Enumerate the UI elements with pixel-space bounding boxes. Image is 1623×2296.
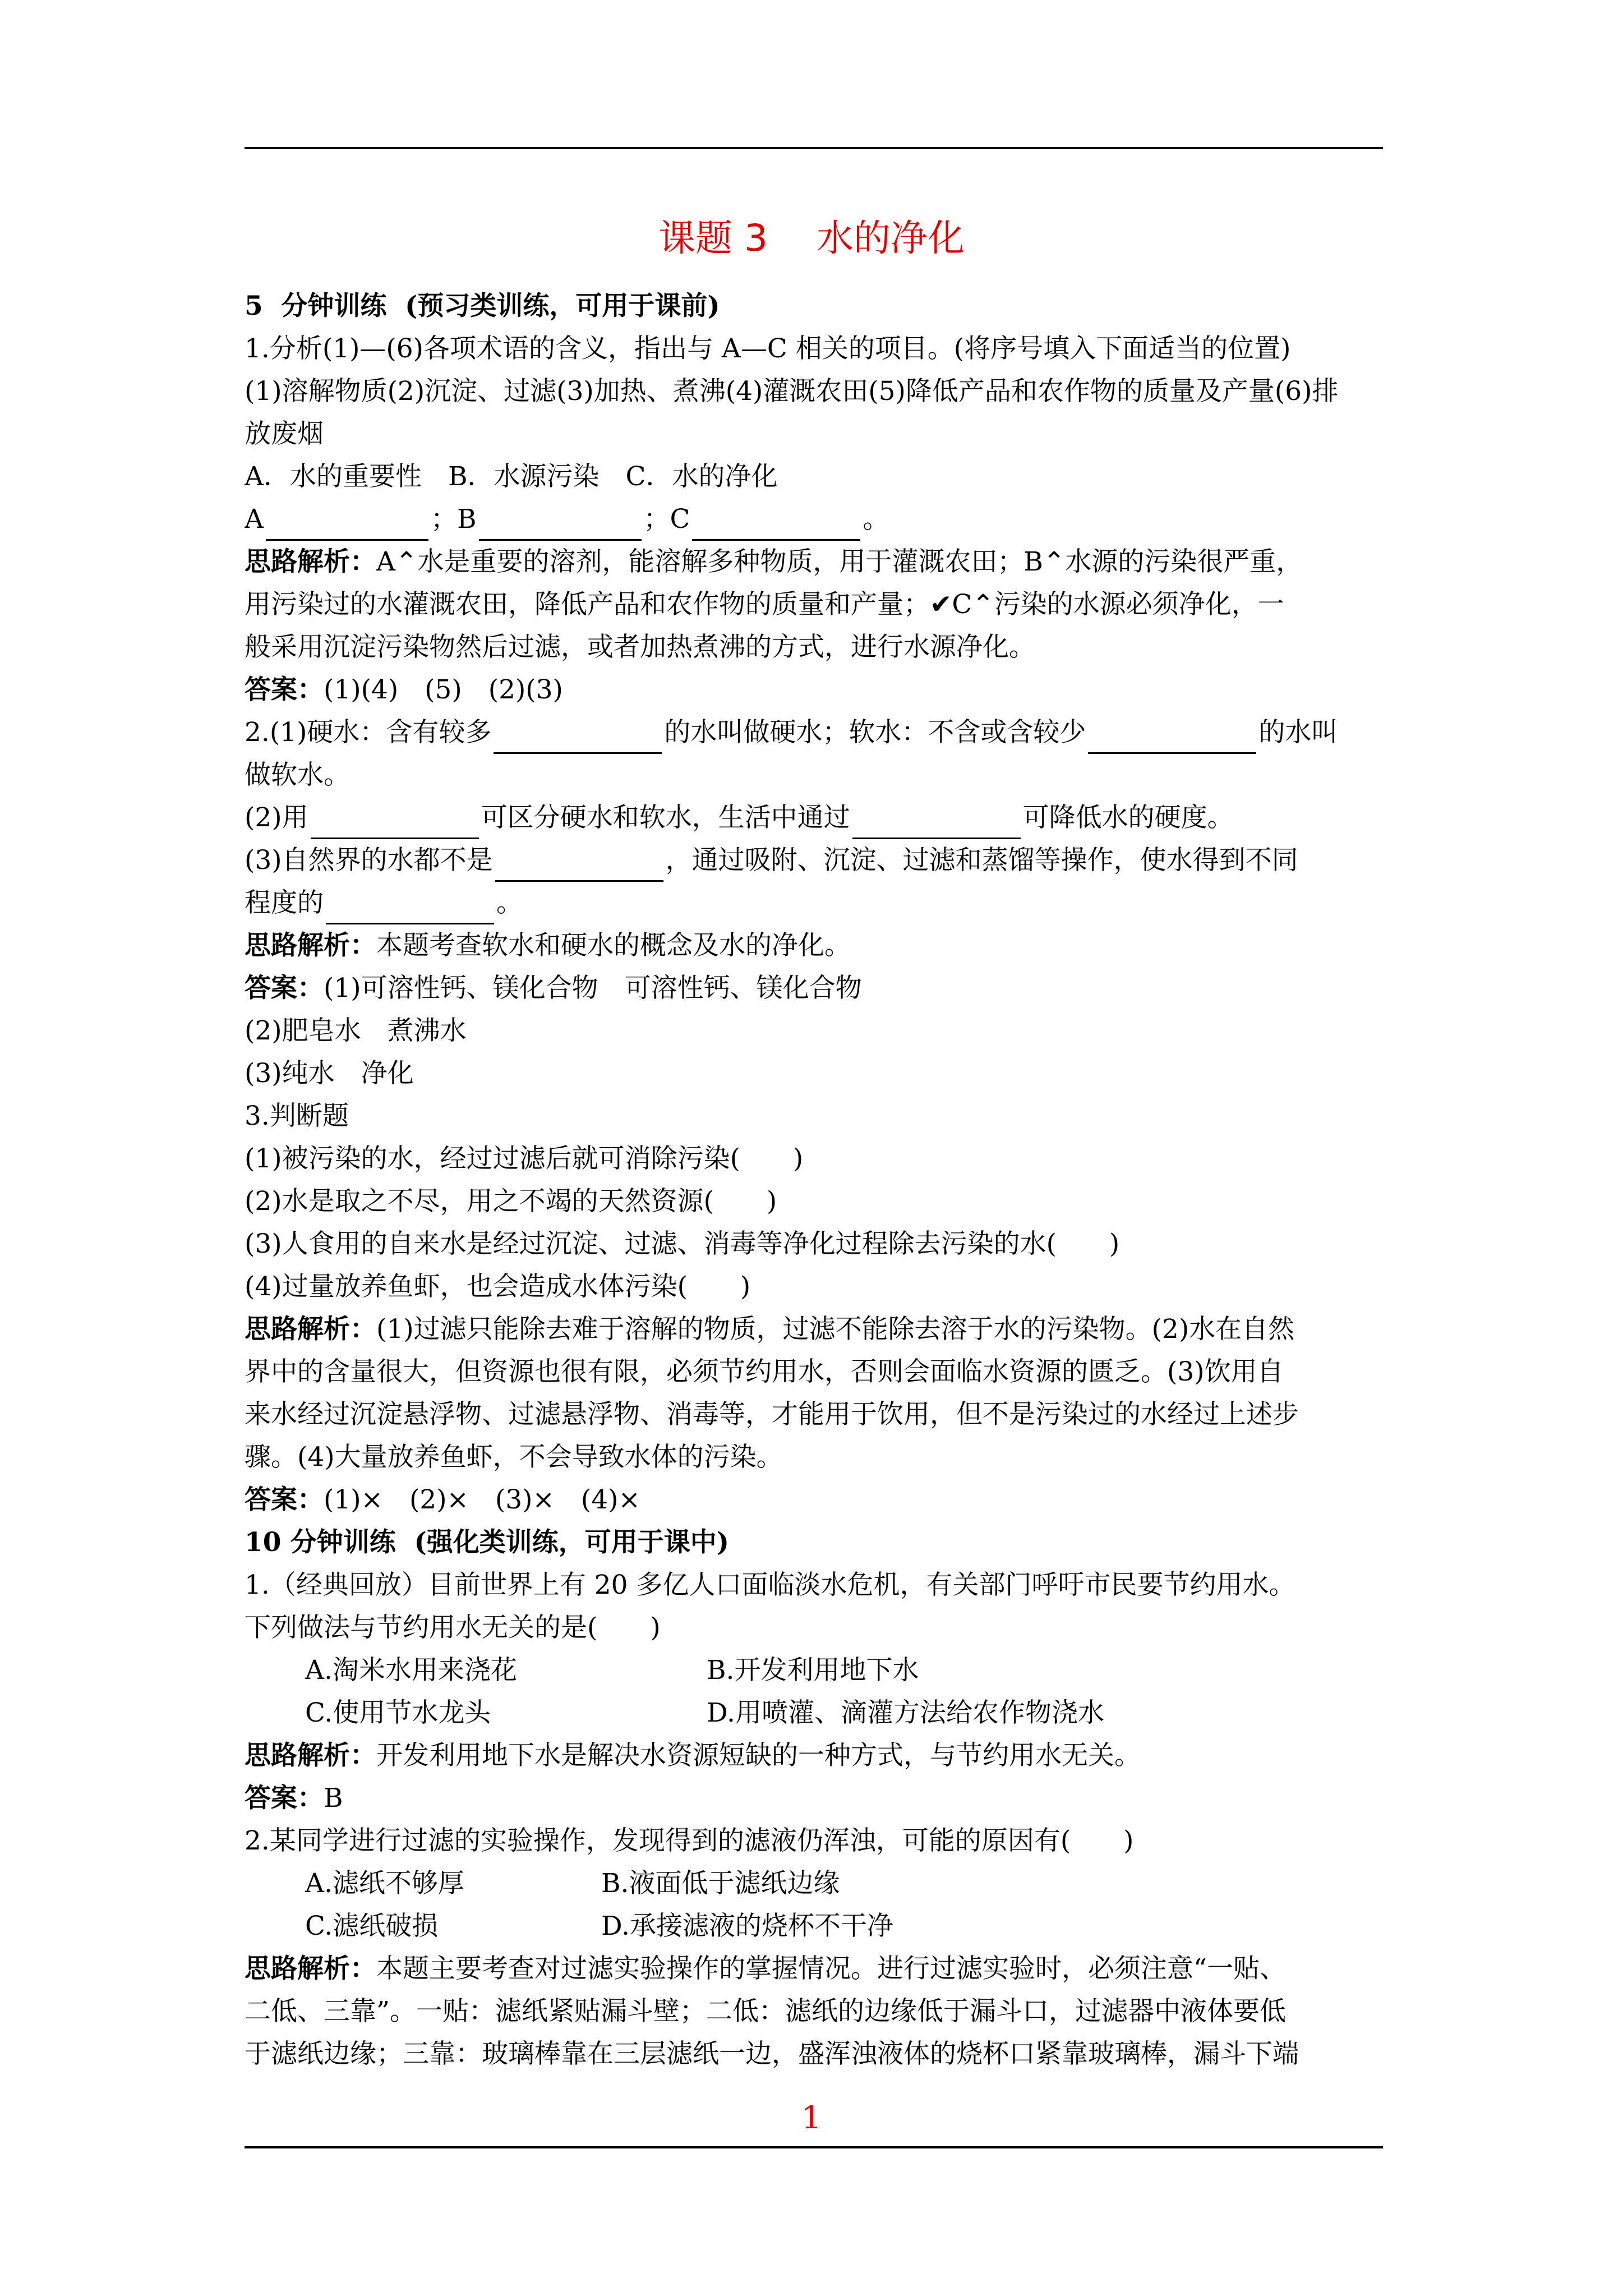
option-a: A.淘米水用来浇花 [305, 1655, 517, 1686]
analysis-label: 思路解析： [245, 546, 376, 577]
blank-label: ；B [430, 504, 477, 535]
blank-label: 。 [863, 504, 889, 535]
question-stem: 下列做法与节约用水无关的是( ) [245, 1612, 661, 1643]
fill-blank[interactable] [479, 509, 642, 541]
judgement-item: (4)过量放养鱼虾，也会造成水体污染( ) [245, 1271, 751, 1302]
analysis-line: 骤。(4)大量放养鱼虾，不会导致水体的污染。 [245, 1442, 783, 1473]
question-title: 3.判断题 [245, 1101, 349, 1131]
analysis-line: 界中的含量很大，但资源也很有限，必须节约用水，否则会面临水资源的匮乏。(3)饮用自 [245, 1356, 1284, 1387]
answer-label: 答案： [245, 1484, 324, 1515]
footer-rule [245, 2146, 1383, 2148]
page-number: 1 [801, 2100, 822, 2136]
stem-text: 的水叫做硬水；软水：不含或含较少 [664, 717, 1086, 748]
answer-label: 答案： [245, 674, 324, 705]
option-c: C.使用节水龙头 [305, 1697, 491, 1728]
judgement-item: (2)水是取之不尽，用之不竭的天然资源( ) [245, 1186, 777, 1217]
question-stem [245, 882, 1383, 924]
answer-label: 答案： [245, 1783, 324, 1814]
answer-text: B [324, 1783, 343, 1814]
fill-blank[interactable] [326, 892, 494, 924]
option-c: C.滤纸破损 [305, 1911, 439, 1941]
answer-blank-line [245, 498, 1383, 541]
answer-line: (2)肥皂水 煮沸水 [245, 1015, 467, 1046]
question-stem [245, 797, 1383, 839]
option-d: D.用喷灌、滴灌方法给农作物浇水 [707, 1697, 1104, 1728]
analysis-text: 本题考查软水和硬水的概念及水的净化。 [376, 930, 851, 961]
analysis-line [245, 541, 1383, 583]
option-a: A.滤纸不够厚 [305, 1868, 464, 1899]
fill-blank[interactable] [852, 807, 1021, 839]
options-row [245, 1692, 1383, 1734]
stem-text: 2.(1)硬水：含有较多 [245, 717, 492, 748]
question-stem: 做软水。 [245, 760, 350, 790]
analysis-line: 二低、三靠”。一贴：滤纸紧贴漏斗壁；二低：滤纸的边缘低于漏斗口，过滤器中液体要低 [245, 1996, 1287, 2027]
judgement-item: (3)人食用的自来水是经过沉淀、过滤、消毒等净化过程除去污染的水( ) [245, 1228, 1120, 1259]
analysis-line [245, 1948, 1383, 1990]
answer-line: (3)纯水 净化 [245, 1058, 414, 1089]
blank-label: A [245, 504, 264, 535]
question-stem: (1)溶解物质(2)沉淀、过滤(3)加热、煮沸(4)灌溉农田(5)降低产品和农作物的质量及产量(6)排 [245, 376, 1339, 407]
question-stem: 1.分析(1)—(6)各项术语的含义，指出与 A—C 相关的项目。(将序号填入下面适当的位置) [245, 333, 1291, 364]
stem-text: 可区分硬水和软水，生活中通过 [481, 802, 850, 833]
answer-text: (1)可溶性钙、镁化合物 可溶性钙、镁化合物 [324, 973, 862, 1004]
analysis-line [245, 1734, 1383, 1777]
analysis-label: 思路解析： [245, 930, 376, 961]
answer-text: (1)(4) (5) (2)(3) [324, 674, 563, 705]
analysis-line: 用污染过的水灌溉农田，降低产品和农作物的质量和产量；✔C⌃污染的水源必须净化，一 [245, 589, 1284, 620]
options-row [245, 1862, 1383, 1905]
question-stem [245, 839, 1383, 882]
answer-line [245, 669, 1383, 711]
question-stem [245, 711, 1383, 754]
fill-blank[interactable] [692, 509, 860, 541]
fill-blank[interactable] [266, 509, 428, 541]
analysis-label: 思路解析： [245, 1740, 376, 1771]
stem-text: 。 [496, 887, 523, 918]
analysis-label: 思路解析： [245, 1953, 376, 1984]
judgement-item: (1)被污染的水，经过过滤后就可消除污染( ) [245, 1143, 804, 1174]
stem-text: ，通过吸附、沉淀、过滤和蒸馏等操作，使水得到不同 [665, 845, 1298, 876]
question-stem: 放废烟 [245, 418, 324, 449]
analysis-line [245, 924, 1383, 967]
analysis-text: A⌃水是重要的溶剂，能溶解多种物质，用于灌溉农田；B⌃水源的污染很严重， [376, 546, 1303, 577]
stem-text: (2)用 [245, 802, 308, 833]
question-options: A．水的重要性 B．水源污染 C．水的净化 [245, 461, 778, 492]
options-row [245, 1905, 1383, 1948]
option-d: D.承接滤液的烧杯不干净 [601, 1911, 893, 1941]
answer-line [245, 967, 1383, 1010]
answer-text: (1)× (2)× (3)× (4)× [324, 1484, 640, 1515]
blank-label: ；C [643, 504, 690, 535]
document-body [245, 285, 1383, 2076]
analysis-line: 来水经过沉淀悬浮物、过滤悬浮物、消毒等，才能用于饮用，但不是污染过的水经过上述步 [245, 1399, 1299, 1430]
analysis-line [245, 1308, 1383, 1351]
analysis-line: 于滤纸边缘；三靠：玻璃棒靠在三层滤纸一边，盛浑浊液体的烧杯口紧靠玻璃棒，漏斗下端 [245, 2039, 1299, 2069]
stem-text: 可降低水的硬度。 [1022, 802, 1234, 833]
answer-line [245, 1777, 1383, 1820]
option-b: B.液面低于滤纸边缘 [601, 1868, 840, 1899]
stem-text: 的水叫 [1258, 717, 1338, 748]
question-stem: 2.某同学进行过滤的实验操作，发现得到的滤液仍浑浊，可能的原因有( ) [245, 1825, 1134, 1856]
section-heading: 5 分钟训练 (预习类训练，可用于课前) [245, 291, 720, 321]
page-title: 课题 3 水的净化 [658, 217, 965, 260]
question-stem: 1.（经典回放）目前世界上有 20 多亿人口面临淡水危机，有关部门呼吁市民要节约用水。 [245, 1570, 1295, 1600]
analysis-text: 本题主要考查对过滤实验操作的掌握情况。进行过滤实验时，必须注意“一贴、 [376, 1953, 1287, 1984]
fill-blank[interactable] [494, 722, 662, 754]
answer-line [245, 1479, 1383, 1521]
header-rule [245, 147, 1383, 149]
options-row [245, 1649, 1383, 1692]
analysis-label: 思路解析： [245, 1314, 376, 1345]
fill-blank[interactable] [1088, 722, 1256, 754]
stem-text: 程度的 [245, 887, 324, 918]
fill-blank[interactable] [311, 807, 479, 839]
answer-label: 答案： [245, 973, 324, 1004]
option-b: B.开发利用地下水 [707, 1655, 919, 1686]
section-heading: 10 分钟训练 (强化类训练，可用于课中) [245, 1527, 729, 1558]
analysis-line: 般采用沉淀污染物然后过滤，或者加热煮沸的方式，进行水源净化。 [245, 632, 1035, 662]
analysis-text: 开发利用地下水是解决水资源短缺的一种方式，与节约用水无关。 [376, 1740, 1141, 1771]
fill-blank[interactable] [495, 850, 663, 882]
analysis-text: (1)过滤只能除去难于溶解的物质，过滤不能除去溶于水的污染物。(2)水在自然 [376, 1314, 1295, 1345]
stem-text: (3)自然界的水都不是 [245, 845, 493, 876]
